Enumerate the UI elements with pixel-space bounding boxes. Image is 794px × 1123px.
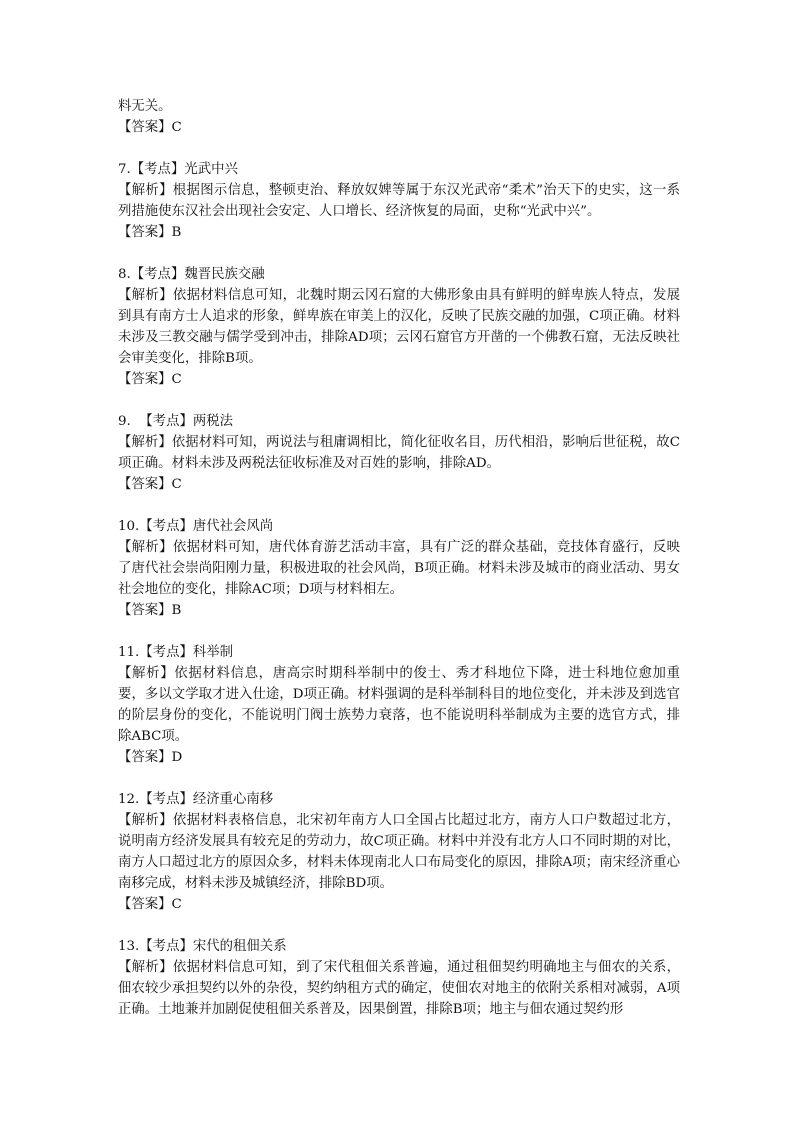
question-7 xyxy=(118,159,680,243)
spacer xyxy=(118,768,680,789)
answer-sheet-page xyxy=(118,96,680,1020)
analysis-text: 【解析】依据材料信息可知，到了宋代租佃关系普遍，通过租佃契约明确地主与佃农的关系，佃农较少承担契约以外的杂役，契约纳租方式的确定，使佃农对地主的依附关系相对减弱，A项正确。土地兼并加剧促使租佃关系普及，因果倒置，排除B项；地主与佃农通过契约形 xyxy=(118,960,680,1017)
continued-text: 料无关。 xyxy=(118,99,172,114)
question-heading: 13.【考点】宋代的租佃关系 xyxy=(118,939,287,954)
question-12 xyxy=(118,789,680,915)
question-9 xyxy=(118,411,680,495)
answer-line: 【答案】B xyxy=(118,225,182,240)
answer-line: 【答案】D xyxy=(118,750,183,765)
analysis-text: 【解析】依据材料可知，唐代体育游艺活动丰富，具有广泛的群众基础，竞技体育盛行，反映了唐代社会崇尚阳刚力量，积极进取的社会风尚，B项正确。材料未涉及城市的商业活动、男女社会地位的变化，排除AC项；D项与材料相左。 xyxy=(118,540,680,597)
question-heading: 12.【考点】经济重心南移 xyxy=(118,792,274,807)
spacer xyxy=(118,390,680,411)
question-heading: 8.【考点】魏晋民族交融 xyxy=(118,267,265,282)
answer-line: 【答案】C xyxy=(118,897,182,912)
spacer xyxy=(118,243,680,264)
question-13 xyxy=(118,936,680,1020)
spacer xyxy=(118,495,680,516)
analysis-text: 【解析】根据图示信息，整顿吏治、释放奴婢等属于东汉光武帝“柔术”治天下的史实，这一系列措施使东汉社会出现社会安定、人口增长、经济恢复的局面，史称“光武中兴”。 xyxy=(118,183,680,219)
question-11 xyxy=(118,642,680,768)
answer-line: 【答案】B xyxy=(118,603,182,618)
answer-line: 【答案】C xyxy=(118,372,182,387)
answer-line: 【答案】C xyxy=(118,477,182,492)
analysis-text: 【解析】依据材料信息，唐高宗时期科举制中的俊士、秀才科地位下降，进士科地位愈加重要，多以文学取才进入仕途，D项正确。材料强调的是科举制科目的地位变化，并未涉及到选官的阶层身份的变化，不能说明门阀士族势力衰落，也不能说明科举制成为主要的选官方式，排除ABC项。 xyxy=(118,666,680,744)
question-heading: 10.【考点】唐代社会风尚 xyxy=(118,519,274,534)
question-8 xyxy=(118,264,680,390)
analysis-text: 【解析】依据材料信息可知，北魏时期云冈石窟的大佛形象由具有鲜明的鲜卑族人特点，发展到具有南方士人追求的形象，鲜卑族在审美上的汉化，反映了民族交融的加强，C项正确。材料未涉及三教交融与儒学受到冲击，排除AD项；云冈石窟官方开凿的一个佛教石窟，无法反映社会审美变化，排除B项。 xyxy=(118,288,680,366)
analysis-text: 【解析】依据材料可知，两说法与租庸调相比，简化征收名目，历代相沿，影响后世征税，故C项正确。材料未涉及两税法征收标准及对百姓的影响，排除AD。 xyxy=(118,435,680,471)
question-heading: 7.【考点】光武中兴 xyxy=(118,162,238,177)
spacer xyxy=(118,138,680,159)
question-heading: 11.【考点】科举制 xyxy=(118,645,234,660)
spacer xyxy=(118,621,680,642)
spacer xyxy=(118,915,680,936)
question-heading: 9. 【考点】两税法 xyxy=(118,414,234,429)
answer-line: 【答案】C xyxy=(118,120,182,135)
question-10 xyxy=(118,516,680,621)
analysis-text: 【解析】依据材料表格信息，北宋初年南方人口全国占比超过北方，南方人口户数超过北方，说明南方经济发展具有较充足的劳动力，故C项正确。材料中并没有北方人口不同时期的对比，南方人口超过北方的原因众多，材料未体现南北人口布局变化的原因，排除A项；南宋经济重心南移完成，材料未涉及城镇经济，排除BD项。 xyxy=(118,813,680,891)
